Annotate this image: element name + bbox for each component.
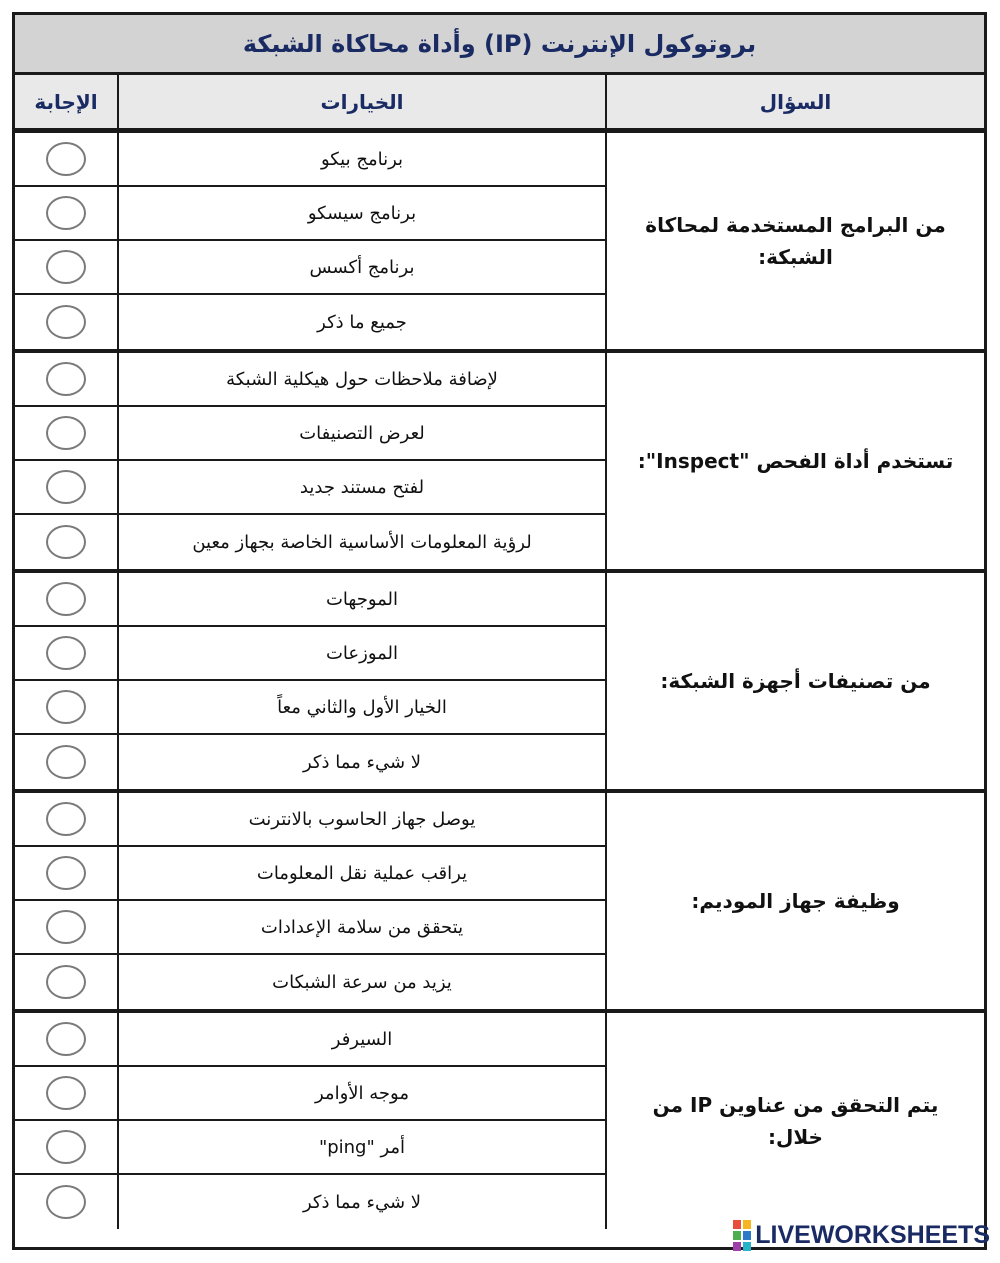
option-cell [119,793,605,847]
option-text: موجه الأوامر [315,1082,409,1104]
answer-column-group [15,353,119,573]
answer-radio-button[interactable] [46,470,86,504]
option-text: الموجهات [325,588,399,610]
answer-column-group [15,133,119,353]
option-text: لعرض التصنيفات [299,422,425,444]
answer-cell [15,955,117,1009]
logo-square [733,1220,741,1229]
logo-square [733,1242,741,1251]
answer-column-group [15,573,119,793]
option-cell [119,1175,605,1229]
answer-radio-button[interactable] [46,910,86,944]
answer-cell [15,353,117,407]
option-cell [119,133,605,187]
answer-column-header: الإجابة [15,75,119,133]
option-cell [119,241,605,295]
option-cell [119,681,605,735]
option-text: يزيد من سرعة الشبكات [272,971,452,993]
answer-cell [15,793,117,847]
answer-cell [15,573,117,627]
answer-radio-button[interactable] [46,1130,86,1164]
option-text: الموزعات [325,642,399,664]
option-cell [119,627,605,681]
options-column-group [119,133,607,353]
question-text: من البرامج المستخدمة لمحاكاة الشبكة: [607,133,984,353]
liveworksheets-logo-icon [733,1220,751,1251]
option-text: برنامج أكسس [309,256,415,278]
answer-radio-button[interactable] [46,1185,86,1219]
option-text: يوصل جهاز الحاسوب بالانترنت [248,808,476,830]
answer-cell [15,187,117,241]
answer-radio-button[interactable] [46,1076,86,1110]
option-cell [119,1013,605,1067]
question-text: وظيفة جهاز الموديم: [607,793,984,1013]
option-cell [119,407,605,461]
logo-square [743,1242,751,1251]
option-text: يراقب عملية نقل المعلومات [256,862,468,884]
answer-radio-button[interactable] [46,636,86,670]
answer-radio-button[interactable] [46,965,86,999]
answer-radio-button[interactable] [46,690,86,724]
option-text: برنامج سيسكو [307,202,417,224]
answer-radio-button[interactable] [46,416,86,450]
worksheet-table [12,12,987,1250]
option-text: لفتح مستند جديد [299,476,425,498]
option-text: أمر "ping" [318,1136,406,1158]
option-cell [119,901,605,955]
answer-cell [15,1121,117,1175]
answer-radio-button[interactable] [46,525,86,559]
answer-cell [15,901,117,955]
liveworksheets-watermark [733,1220,990,1251]
answer-cell [15,133,117,187]
answer-cell [15,847,117,901]
option-cell [119,187,605,241]
answer-cell [15,515,117,569]
worksheet-title: بروتوكول الإنترنت (IP) وأداة محاكاة الشبكة [15,15,984,75]
question-text: يتم التحقق من عناوين IP من خلال: [652,1093,939,1149]
answer-cell [15,681,117,735]
answer-radio-button[interactable] [46,745,86,779]
option-text: لإضافة ملاحظات حول هيكلية الشبكة [226,368,498,390]
option-cell [119,353,605,407]
answer-radio-button[interactable] [46,196,86,230]
option-cell [119,515,605,569]
option-cell [119,955,605,1009]
answer-cell [15,295,117,349]
option-cell [119,461,605,515]
answer-cell [15,735,117,789]
answer-radio-button[interactable] [46,1022,86,1056]
options-column-group [119,793,607,1013]
options-column-group [119,1013,607,1229]
options-column-group [119,573,607,793]
option-text: لا شيء مما ذكر [302,751,422,773]
answer-cell [15,1175,117,1229]
answer-radio-button[interactable] [46,305,86,339]
option-text: برنامج بيكو [320,148,404,170]
option-cell [119,573,605,627]
answer-radio-button[interactable] [46,802,86,836]
answer-cell [15,627,117,681]
option-cell [119,1121,605,1175]
option-text: الخيار الأول والثاني معاً [277,696,447,718]
answer-cell [15,1067,117,1121]
answer-radio-button[interactable] [46,250,86,284]
answer-radio-button[interactable] [46,856,86,890]
watermark-text: LIVEWORKSHEETS [755,1221,990,1249]
options-column-header: الخيارات [119,75,607,133]
answer-radio-button[interactable] [46,582,86,616]
option-cell [119,735,605,789]
logo-square [743,1220,751,1229]
logo-square [743,1231,751,1240]
answer-radio-button[interactable] [46,362,86,396]
option-text: لرؤية المعلومات الأساسية الخاصة بجهاز معين [192,531,532,553]
option-cell [119,1067,605,1121]
options-column-group [119,353,607,573]
option-cell [119,847,605,901]
answer-cell [15,461,117,515]
option-text: السيرفر [331,1028,393,1050]
logo-square [733,1231,741,1240]
answer-cell [15,1013,117,1067]
answer-cell [15,241,117,295]
question-text: من تصنيفات أجهزة الشبكة: [607,573,984,793]
question-column-header: السؤال [607,75,984,133]
option-text: يتحقق من سلامة الإعدادات [260,916,464,938]
option-cell [119,295,605,349]
answer-radio-button[interactable] [46,142,86,176]
question-grid [15,75,984,1229]
answer-cell [15,407,117,461]
answer-column-group [15,793,119,1013]
question-text: تستخدم أداة الفحص "Inspect": [607,353,984,573]
answer-column-group [15,1013,119,1229]
option-text: جميع ما ذكر [317,311,407,333]
option-text: لا شيء مما ذكر [302,1191,422,1213]
